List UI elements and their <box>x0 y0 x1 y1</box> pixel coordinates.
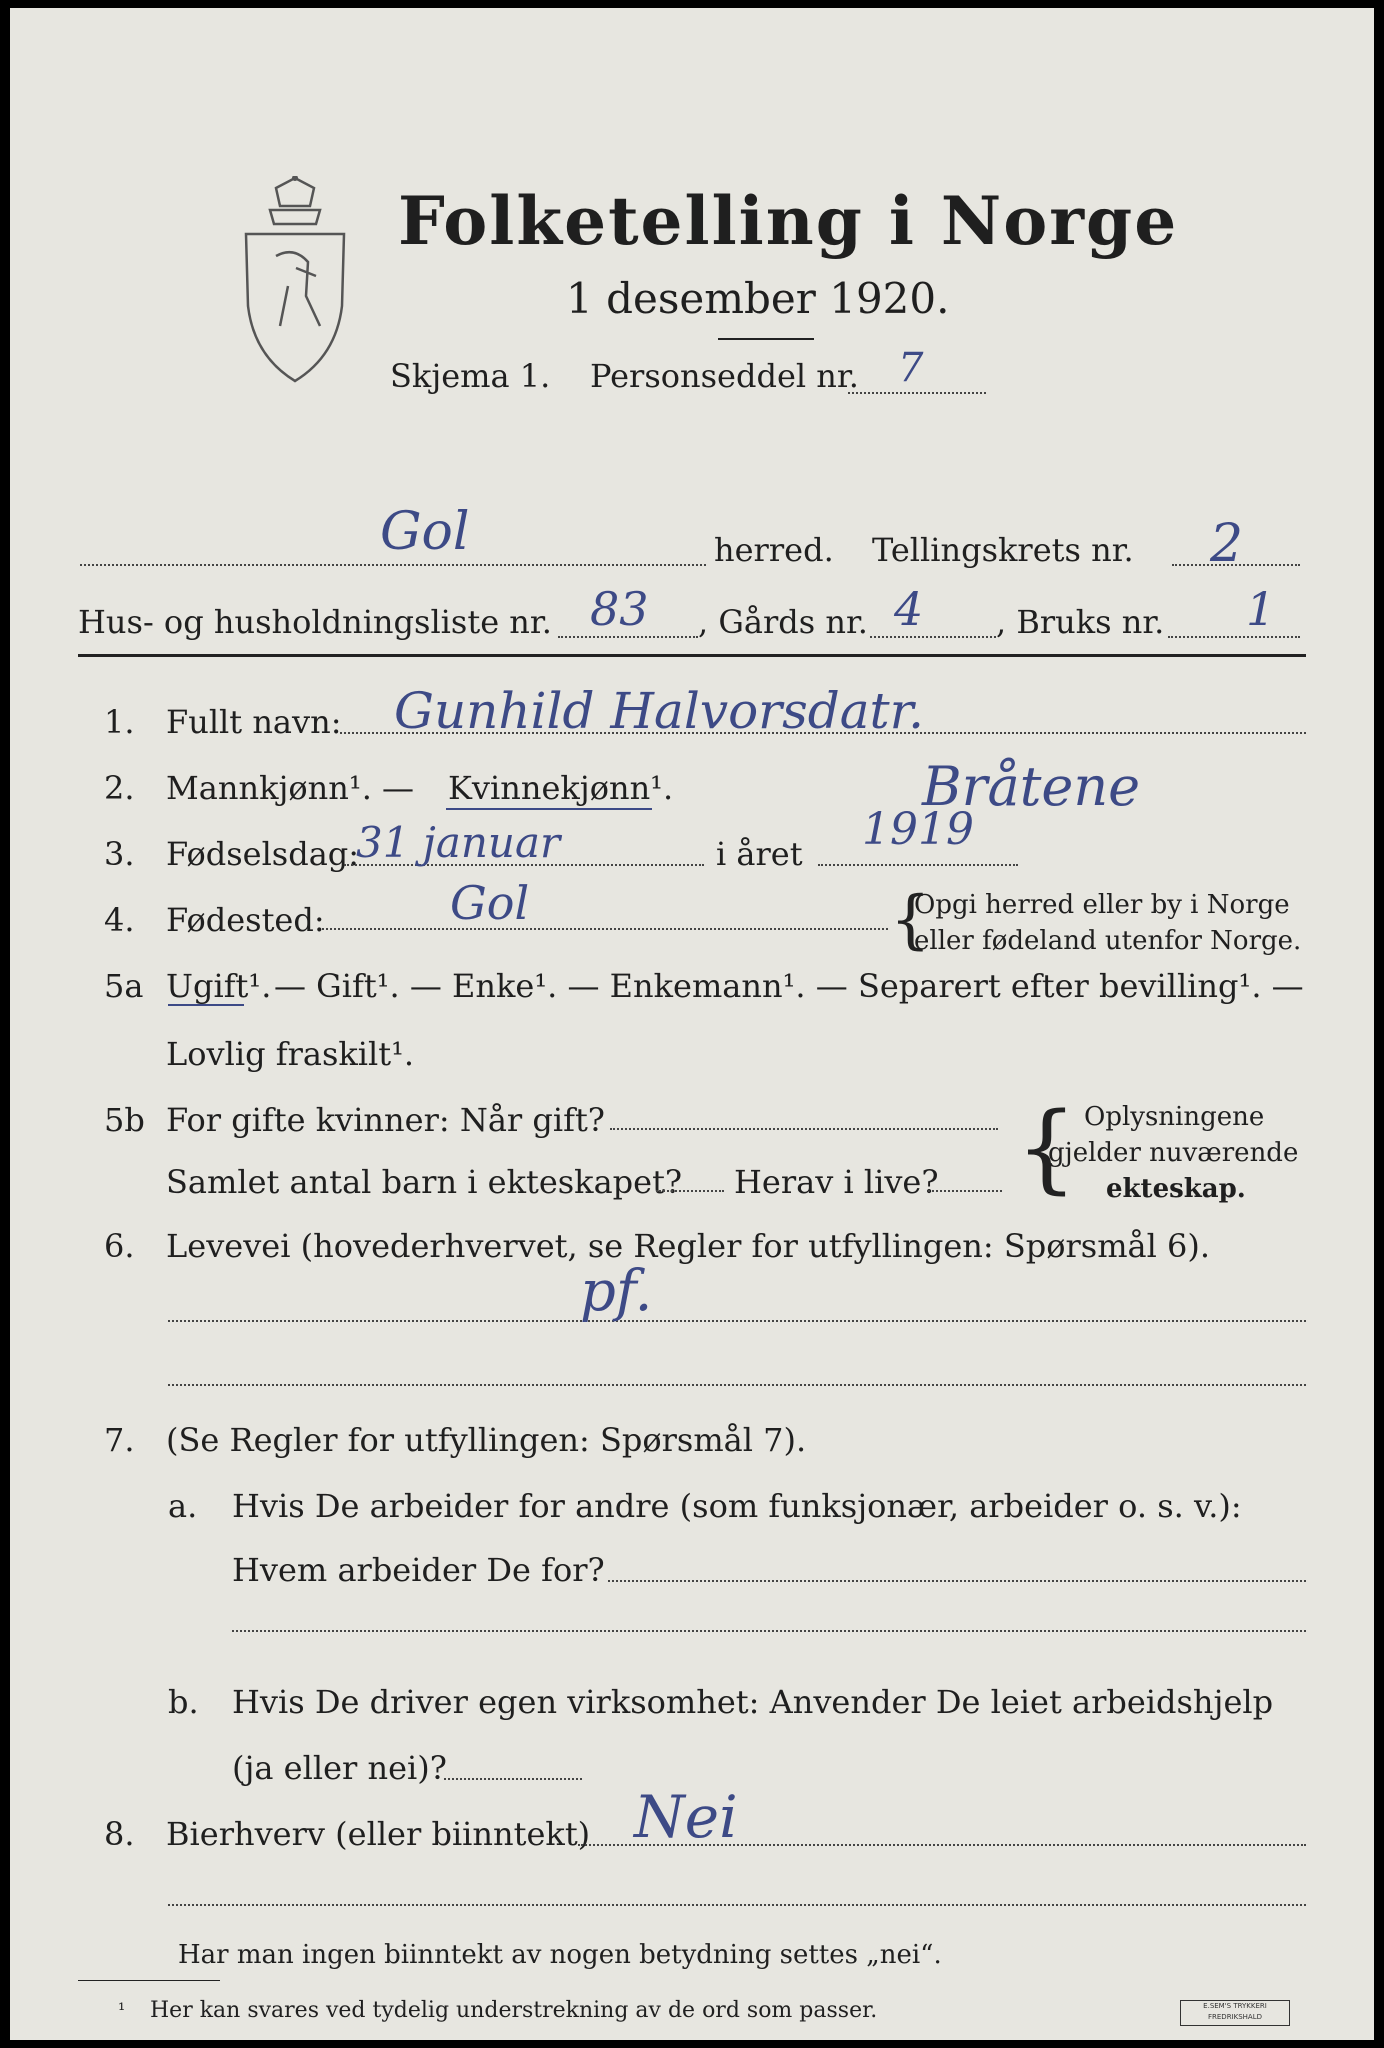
gards-value[interactable]: 4 <box>894 582 924 636</box>
q5b-brace: { <box>1016 1092 1078 1204</box>
hired-help-line <box>444 1778 582 1780</box>
q4-note-line1: Opgi herred eller by i Norge <box>914 890 1290 920</box>
gender-female-underline <box>446 808 652 810</box>
occupation-line-2 <box>168 1384 1306 1386</box>
q7a-line2: Hvem arbeider De for? <box>232 1551 605 1589</box>
herred-line <box>80 564 706 566</box>
q7-number: 7. <box>104 1421 135 1459</box>
q3-number: 3. <box>104 835 135 873</box>
gender-male-option[interactable]: Mannkjønn¹. — <box>166 769 415 807</box>
hus-label: Hus- og husholdningsliste nr. <box>78 603 552 641</box>
birthday-value[interactable]: 31 januar <box>356 818 561 867</box>
bruks-value[interactable]: 1 <box>1246 582 1276 636</box>
q2-number: 2. <box>104 769 135 807</box>
tellingskrets-value[interactable]: 2 <box>1210 514 1244 574</box>
q7a-letter: a. <box>168 1487 198 1525</box>
census-form-sheet <box>10 8 1374 2040</box>
farm-name-annotation: Bråtene <box>922 755 1141 818</box>
married-when-line <box>610 1128 998 1130</box>
occupation-line-1 <box>168 1320 1306 1322</box>
header-divider <box>78 654 1306 657</box>
side-income-line-2 <box>168 1904 1306 1906</box>
personseddel-label: Personseddel nr. <box>590 357 859 395</box>
birthplace-value[interactable]: Gol <box>450 876 530 930</box>
personseddel-value[interactable]: 7 <box>898 345 924 391</box>
herred-label: herred. <box>714 531 834 569</box>
tellingskrets-label: Tellingskrets nr. <box>872 531 1134 569</box>
q5b-note-line1: Oplysningene <box>1084 1102 1265 1132</box>
q1-number: 1. <box>104 703 135 741</box>
herred-value[interactable]: Gol <box>380 502 470 562</box>
employer-line-2 <box>232 1630 1306 1632</box>
hus-value[interactable]: 83 <box>590 582 649 636</box>
norwegian-coat-of-arms-icon <box>236 176 354 386</box>
q1-label: Fullt navn: <box>166 703 342 741</box>
birthplace-line <box>322 928 888 930</box>
q7b-letter: b. <box>168 1683 199 1721</box>
page-title: Folketelling i Norge <box>398 182 1179 260</box>
q8-label: Bierhverv (eller biinntekt) <box>166 1815 591 1853</box>
q4-note-line2: eller fødeland utenfor Norge. <box>914 926 1302 956</box>
footnote-divider <box>78 1980 220 1981</box>
q5b-number: 5b <box>104 1101 145 1139</box>
children-alive-line <box>928 1190 1002 1192</box>
q5b-note-line2: gjelder nuværende <box>1048 1138 1299 1168</box>
children-count-label: Samlet antal barn i ekteskapet? <box>166 1163 683 1201</box>
q3-year-label: i året <box>716 835 803 873</box>
children-count-line <box>656 1190 724 1192</box>
q4-brace: { <box>890 883 931 957</box>
full-name-value[interactable]: Gunhild Halvorsdatr. <box>394 682 924 740</box>
q7b-line1: Hvis De driver egen virksomhet: Anvender De leiet arbeidshjelp <box>232 1683 1274 1721</box>
q7b-line2: (ja eller nei)? <box>232 1749 447 1787</box>
q6-number: 6. <box>104 1227 135 1265</box>
hus-line <box>558 636 698 638</box>
gards-line <box>870 636 996 638</box>
q4-number: 4. <box>104 901 135 939</box>
footnote-mark: ¹ <box>118 2000 126 2021</box>
gards-label: , Gårds nr. <box>698 603 868 641</box>
no-income-note: Har man ingen biinntekt av nogen betydning settes „nei“. <box>178 1940 942 1970</box>
employer-line-1 <box>608 1580 1306 1582</box>
q7a-line1: Hvis De arbeider for andre (som funksjonær, arbeider o. s. v.): <box>232 1487 1242 1525</box>
personseddel-line <box>848 392 986 394</box>
marital-unmarried-option[interactable]: Ugift¹. <box>166 967 272 1005</box>
q5a-number: 5a <box>104 967 144 1005</box>
birth-year-line <box>818 864 1018 866</box>
printer-stamp-text: E.SEM'S TRYKKERI FREDRIKSHALD <box>1203 2002 1267 2021</box>
q4-label: Fødested: <box>166 901 325 939</box>
title-divider <box>718 338 814 340</box>
children-alive-label: Herav i live? <box>734 1163 939 1201</box>
q3-label: Fødselsdag: <box>166 835 360 873</box>
birth-year-value[interactable]: 1919 <box>862 804 974 855</box>
marital-unmarried-underline <box>168 1004 244 1006</box>
census-date: 1 desember 1920. <box>566 274 950 323</box>
bruks-label: , Bruks nr. <box>996 603 1165 641</box>
married-when-label: For gifte kvinner: Når gift? <box>166 1101 605 1139</box>
marital-divorced-option[interactable]: Lovlig fraskilt¹. <box>166 1035 415 1073</box>
skjema-label: Skjema 1. <box>390 357 551 395</box>
bruks-line <box>1168 636 1300 638</box>
printer-stamp <box>1180 2000 1290 2026</box>
q5b-note-line3: ekteskap. <box>1106 1174 1246 1204</box>
footnote-text: Her kan svares ved tydelig understrekning av de ord som passer. <box>150 1998 878 2023</box>
gender-female-option[interactable]: Kvinnekjønn¹. <box>448 769 674 807</box>
side-income-value[interactable]: Nei <box>634 1783 738 1851</box>
q8-number: 8. <box>104 1815 135 1853</box>
q7-label: (Se Regler for utfyllingen: Spørsmål 7). <box>166 1421 807 1459</box>
marital-other-options[interactable]: — Gift¹. — Enke¹. — Enkemann¹. — Separert efter bevilling¹. — <box>274 967 1304 1005</box>
occupation-value[interactable]: pf. <box>580 1259 653 1324</box>
q6-label: Levevei (hovederhvervet, se Regler for utfyllingen: Spørsmål 6). <box>166 1227 1211 1265</box>
